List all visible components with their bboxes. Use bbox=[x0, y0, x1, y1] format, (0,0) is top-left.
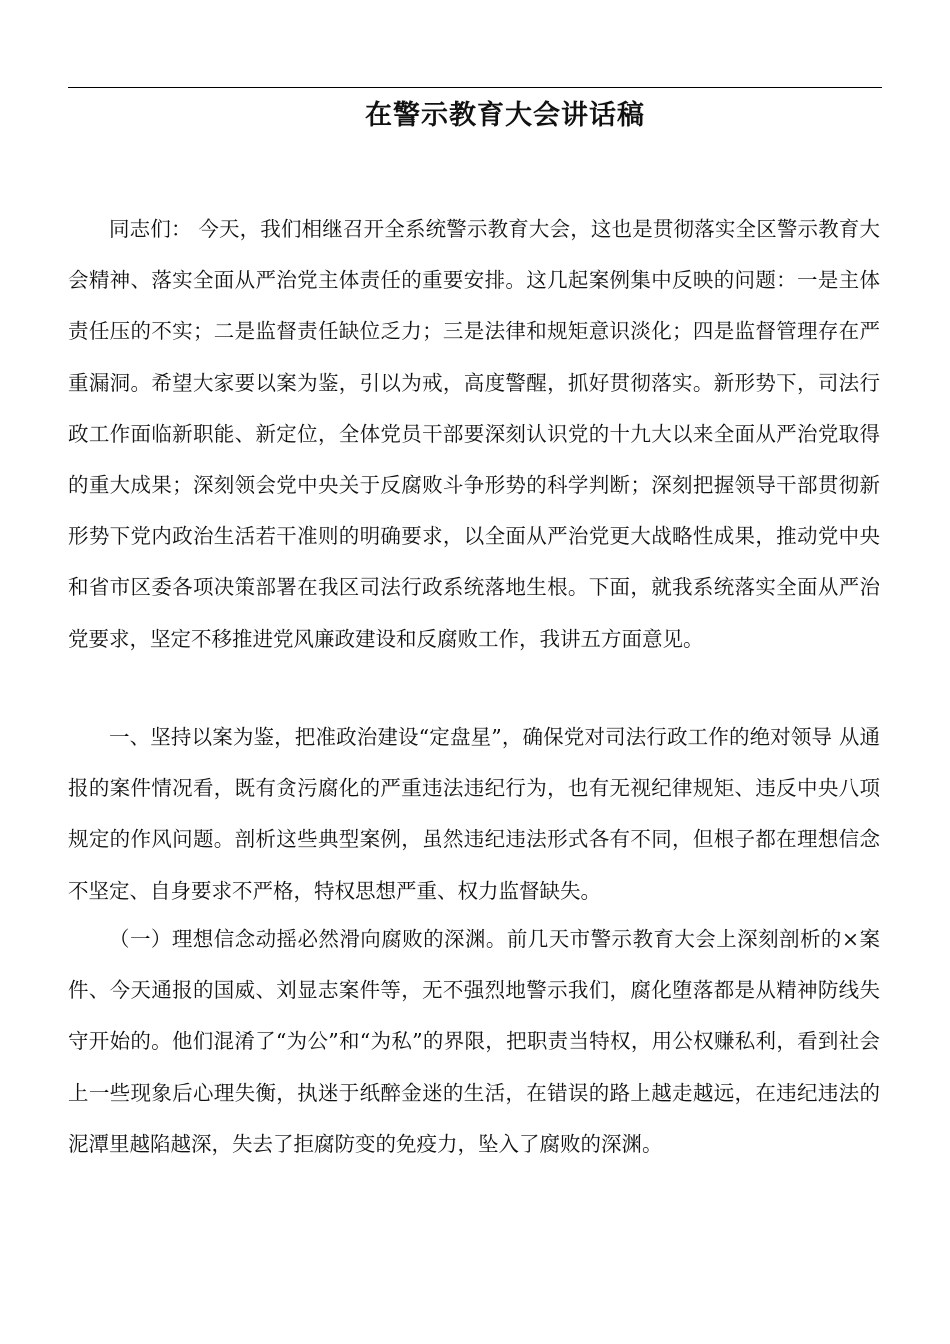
body-paragraph-subsection-one: （一）理想信念动摇必然滑向腐败的深渊。前几天市警示教育大会上深刻剖析的×案件、今天通报的国威、刘显志案件等，无不强烈地警示我们，腐化堕落都是从精神防线失守开始的。他们混淆了“为公”和“为私”的界限，把职责当特权，用公权赚私利，看到社会上一些现象后心理失衡，执迷于纸醉金迷的生活，在错误的路上越走越远，在违纪违法的泥潭里越陷越深，失去了拒腐防变的免疫力，坠入了腐败的深渊。 bbox=[68, 927, 880, 1156]
header-rule bbox=[68, 87, 882, 88]
body-paragraph-section-one: 一、坚持以案为鉴，把准政治建设“定盘星”，确保党对司法行政工作的绝对领导 从通报的案件情况看，既有贪污腐化的严重违法违纪行为，也有无视纪律规矩、违反中央八项规定的作风问题。剖析这些典型案例，虽然违纪违法形式各有不同，但根子都在理想信念不坚定、自身要求不严格，特权思想严重、权力监督缺失。 bbox=[68, 725, 880, 903]
document-title: 在警示教育大会讲话稿 bbox=[365, 100, 645, 131]
body-paragraph-opening: 同志们： 今天，我们相继召开全系统警示教育大会，这也是贯彻落实全区警示教育大会精神、落实全面从严治党主体责任的重要安排。这几起案例集中反映的问题：一是主体责任压的不实；二是监督责任缺位乏力；三是法律和规矩意识淡化；四是监督管理存在严重漏洞。希望大家要以案为鉴，引以为戒，高度警醒，抓好贯彻落实。新形势下，司法行政工作面临新职能、新定位，全体党员干部要深刻认识党的十九大以来全面从严治党取得的重大成果；深刻领会党中央关于反腐败斗争形势的科学判断；深刻把握领导干部贯彻新形势下党内政治生活若干准则的明确要求，以全面从严治党更大战略性成果，推动党中央和省市区委各项决策部署在我区司法行政系统落地生根。下面，就我系统落实全面从严治党要求，坚定不移推进党风廉政建设和反腐败工作，我讲五方面意见。 bbox=[68, 217, 880, 651]
